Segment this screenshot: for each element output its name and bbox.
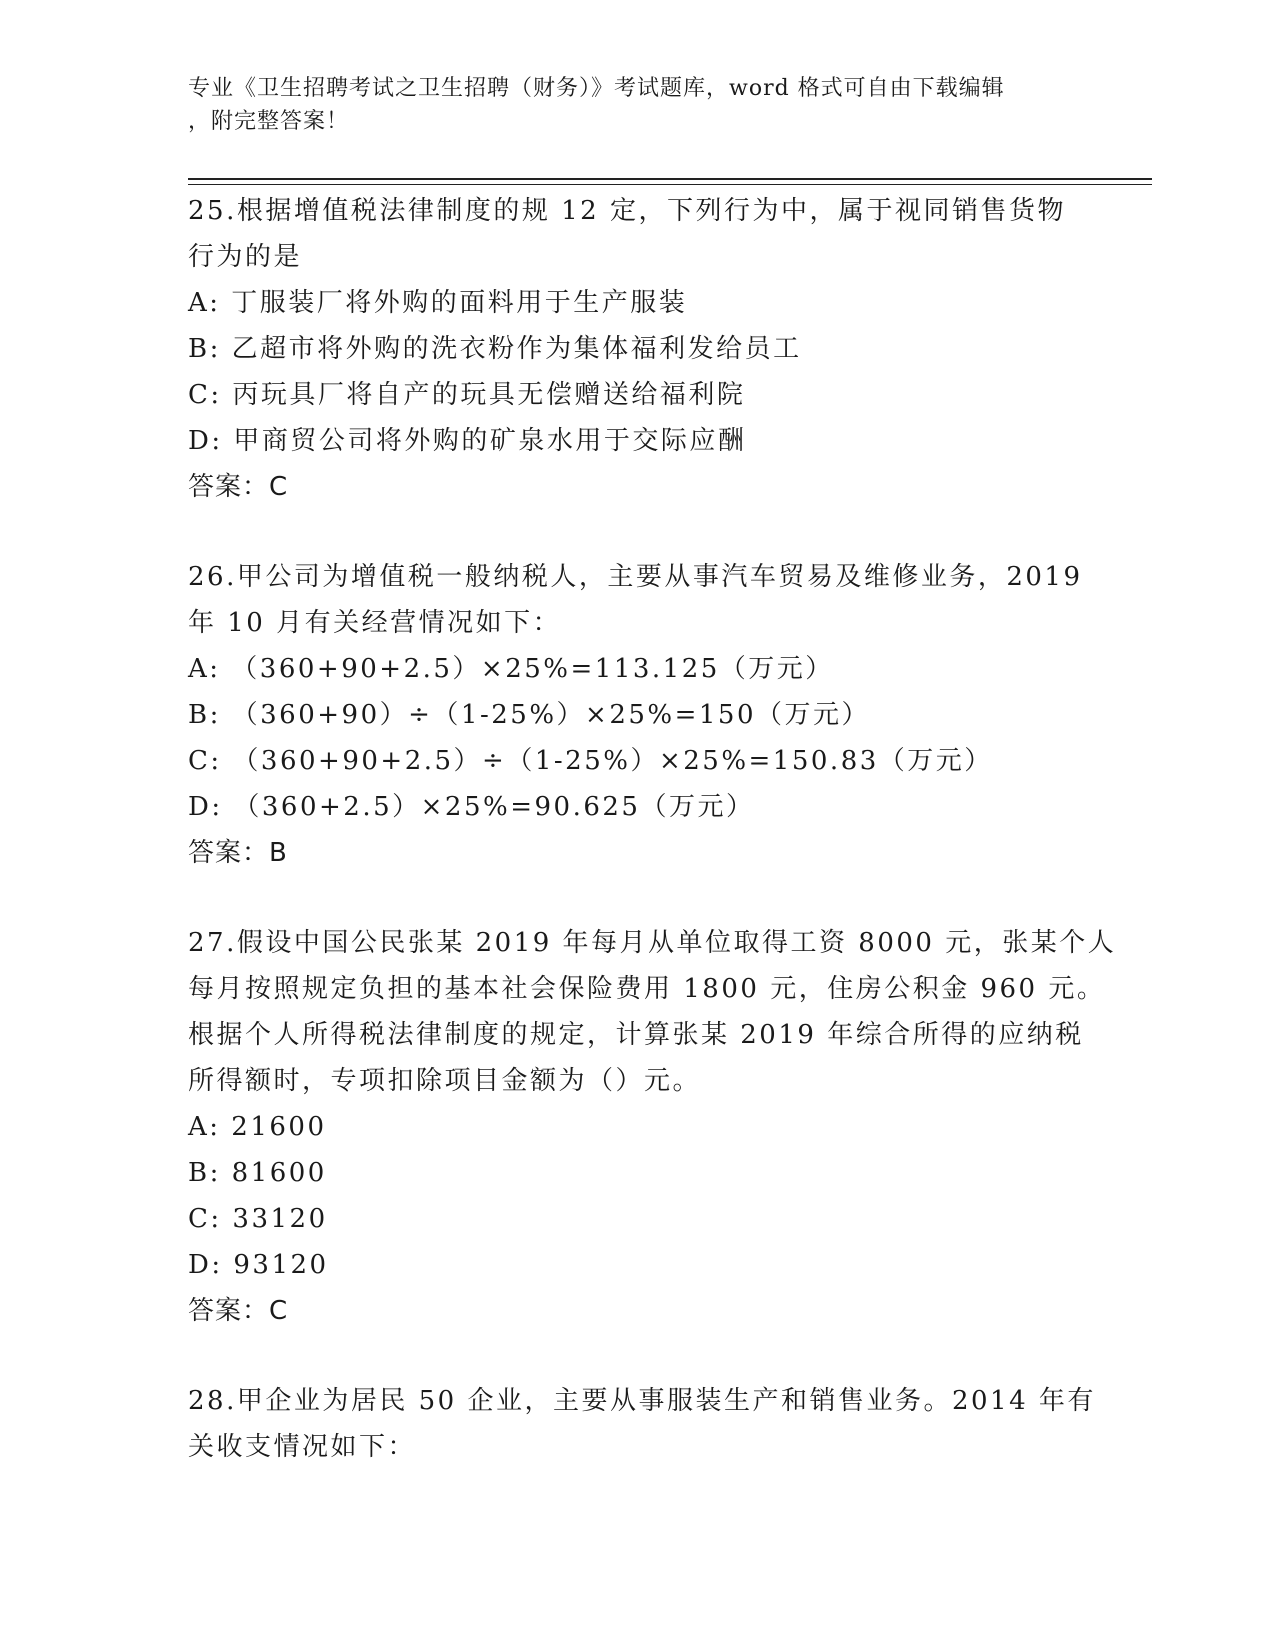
question-text: 26.甲公司为增值税一般纳税人，主要从事汽车贸易及维修业务，2019 [188, 562, 1083, 592]
answer-line: 答案：B [188, 838, 288, 868]
option-a: A: 21600 [188, 1112, 327, 1142]
option-d: D: 甲商贸公司将外购的矿泉水用于交际应酬 [188, 426, 747, 456]
question-27 [188, 920, 1117, 1334]
header-line: 专业《卫生招聘考试之卫生招聘（财务）》考试题库，word 格式可自由下载编辑 [188, 76, 1005, 101]
option-a: A: （360+90+2.5）×25%=113.125（万元） [188, 654, 834, 684]
option-b: B: 乙超市将外购的洗衣粉作为集体福利发给员工 [188, 334, 802, 364]
option-c: C: 丙玩具厂将自产的玩具无偿赠送给福利院 [188, 380, 746, 410]
option-a: A: 丁服装厂将外购的面料用于生产服装 [188, 288, 688, 318]
answer-line: 答案：C [188, 472, 289, 502]
question-text: 25.根据增值税法律制度的规 12 定，下列行为中，属于视同销售货物 [188, 196, 1066, 226]
question-25 [188, 188, 1088, 510]
option-b: B: （360+90）÷（1-25%）×25%=150（万元） [188, 700, 871, 730]
answer-line: 答案：C [188, 1296, 289, 1326]
question-text: 行为的是 [188, 242, 303, 272]
question-26 [188, 554, 1088, 876]
question-text: 年 10 月有关经营情况如下： [188, 608, 562, 638]
question-text: 27.假设中国公民张某 2019 年每月从单位取得工资 8000 元，张某个人 [188, 928, 1117, 958]
question-text: 所得额时，专项扣除项目金额为（）元。 [188, 1066, 702, 1096]
question-text: 28.甲企业为居民 50 企业，主要从事服装生产和销售业务。2014 年有 [188, 1386, 1096, 1416]
option-d: D: 93120 [188, 1250, 329, 1280]
header-divider-thin [188, 184, 1152, 185]
option-c: C: 33120 [188, 1204, 328, 1234]
header-divider [188, 178, 1152, 180]
question-text: 关收支情况如下： [188, 1432, 417, 1462]
question-text: 每月按照规定负担的基本社会保险费用 1800 元，住房公积金 960 元。 [188, 974, 1106, 1004]
option-d: D: （360+2.5）×25%=90.625（万元） [188, 792, 755, 822]
option-b: B: 81600 [188, 1158, 327, 1188]
question-list [188, 188, 1117, 1514]
question-text: 根据个人所得税法律制度的规定，计算张某 2019 年综合所得的应纳税 [188, 1020, 1084, 1050]
question-28 [188, 1378, 1096, 1470]
header-line: ，附完整答案！ [188, 109, 350, 134]
option-c: C: （360+90+2.5）÷（1-25%）×25%=150.83（万元） [188, 746, 993, 776]
document-header [188, 72, 1068, 138]
